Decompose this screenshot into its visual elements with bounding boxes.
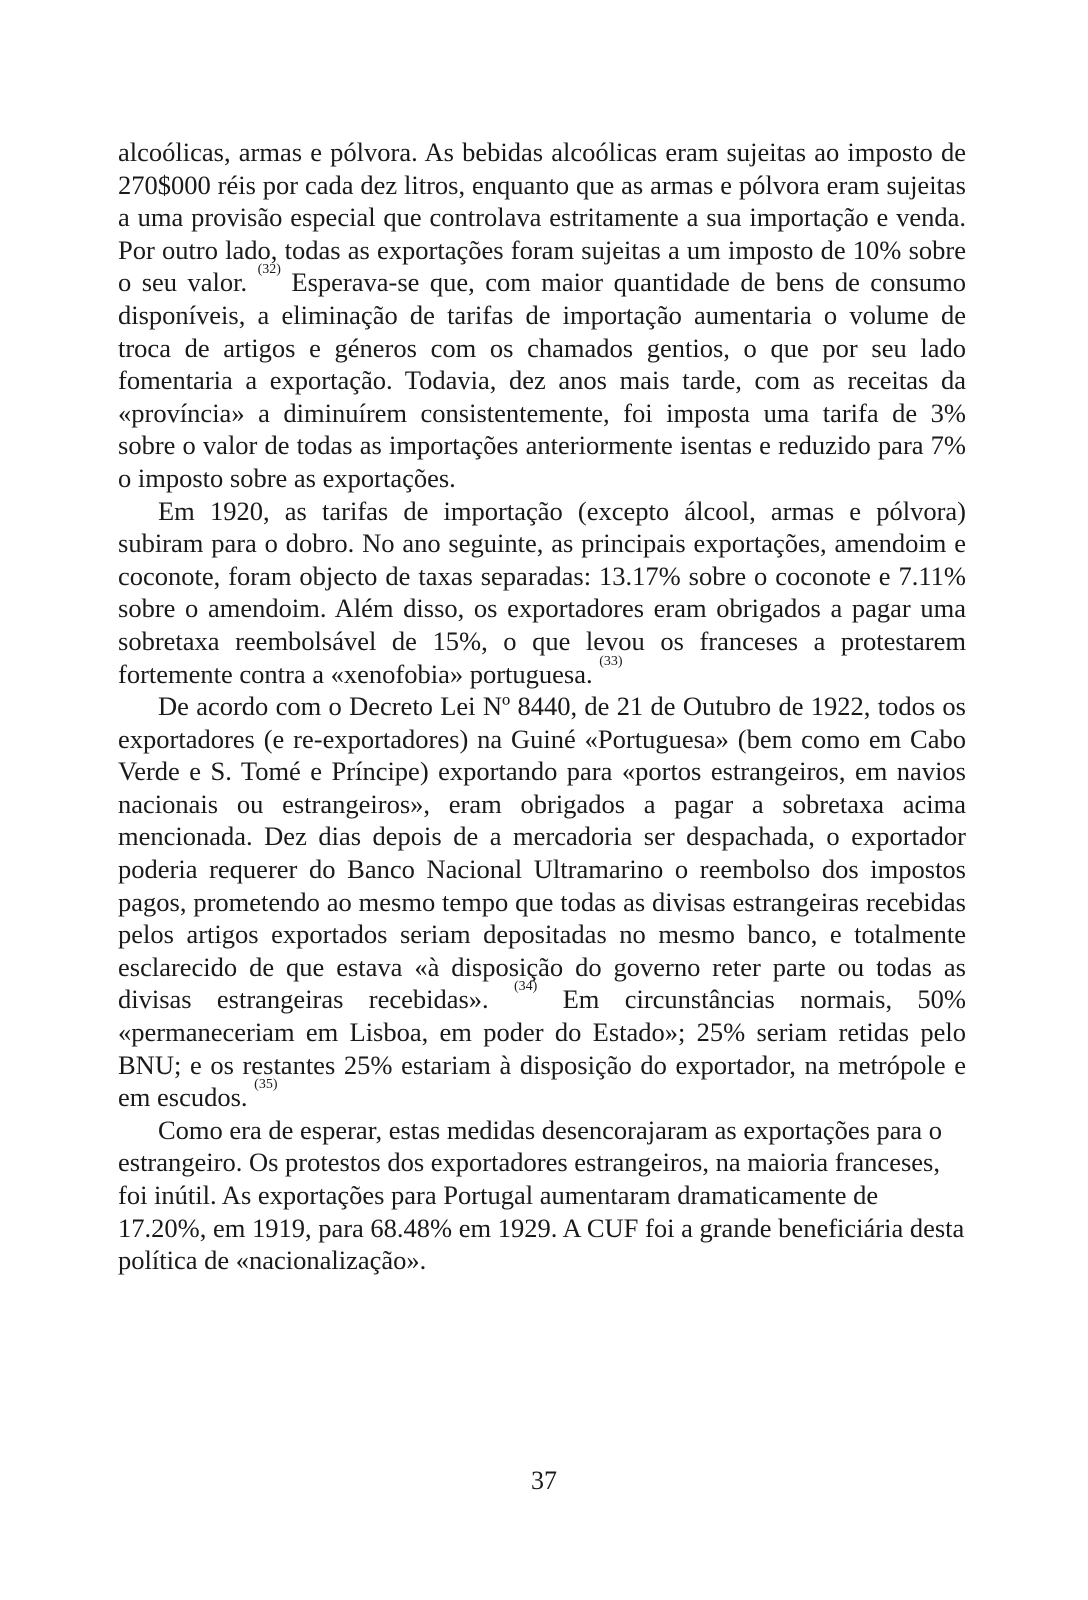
- paragraph-2: [118, 495, 966, 691]
- footnote-ref-32: (32): [257, 262, 281, 278]
- footnote-ref-33: (33): [599, 653, 623, 669]
- paragraph-1-text-a: alcoólicas, armas e pólvora. As bebidas alcoólicas eram sujeitas ao imposto de 270$000 réis por cada dez litros, enquanto que as armas e pólvora eram sujeitas a uma provisão especial que controlava estritamente a sua importação e venda. Por outro lado, todas as exportações foram sujeitas a um imposto de 10% sobre o seu valor.: [118, 137, 966, 298]
- paragraph-4-text: Como era de esperar, estas medidas desencorajaram as exportações para o estrangeiro. Os protestos dos exportadores estrangeiros, na maioria franceses, foi inútil. As exportações para Portugal aumentaram dramaticamente de 17.20%, em 1919, para 68.48% em 1929. A CUF foi a grande beneficiária desta política de «nacionalização».: [118, 1114, 965, 1276]
- paragraph-1: [118, 136, 966, 495]
- paragraph-3-text-b: Em circunstâncias normais, 50% «permaneceriam em Lisboa, em poder do Estado»; 25% seriam retidas pelo BNU; e os restantes 25% estariam à disposição do exportador, na metrópole e em escudos.: [118, 984, 966, 1113]
- paragraph-1-text-b: Esperava-se que, com maior quantidade de bens de consumo disponíveis, a eliminação de tarifas de importação aumentaria o volume de troca de artigos e géneros com os chamados gentios, o que por seu lado fomentaria a exportação. Todavia, dez anos mais tarde, com as receitas da «província» a diminuírem consistentemente, foi imposta uma tarifa de 3% sobre o valor de todas as importações anteriormente isentas e reduzido para 7% o imposto sobre as exportações.: [118, 267, 966, 493]
- page-number: 37: [531, 1466, 557, 1495]
- paragraph-3: [118, 690, 966, 1114]
- document-body: [118, 136, 966, 1277]
- paragraph-2-text: Em 1920, as tarifas de importação (excepto álcool, armas e pólvora) subiram para o dobro. No ano seguinte, as principais exportações, amendoim e coconote, foram objecto de taxas separadas: 13.17% sobre o coconote e 7.11% sobre o amendoim. Além disso, os exportadores eram obrigados a pagar uma sobretaxa reembolsável de 15%, o que levou os franceses a protestarem fortemente contra a «xenofobia» portuguesa.: [118, 495, 966, 689]
- footnote-ref-34: (34): [513, 979, 538, 995]
- paragraph-4: [118, 1114, 966, 1277]
- paragraph-3-text-a: De acordo com o Decreto Lei Nº 8440, de 21 de Outubro de 1922, todos os exportadores (e re-exportadores) na Guiné «Portuguesa» (bem como em Cabo Verde e S. Tomé e Príncipe) exportando para «portos estrangeiros, em navios nacionais ou estrangeiros», eram obrigados a pagar a sobretaxa acima mencionada. Dez dias depois de a mercadoria ser despachada, o exportador poderia requerer do Banco Nacional Ultramarino o reembolso dos impostos pagos, prometendo ao mesmo tempo que todas as divisas estrangeiras recebidas pelos artigos exportados seriam depositadas no mesmo banco, e totalmente esclarecido de que estava «à disposição do governo reter parte ou todas as divisas estrangeiras recebidas».: [118, 691, 966, 1015]
- footnote-ref-35: (35): [254, 1077, 278, 1093]
